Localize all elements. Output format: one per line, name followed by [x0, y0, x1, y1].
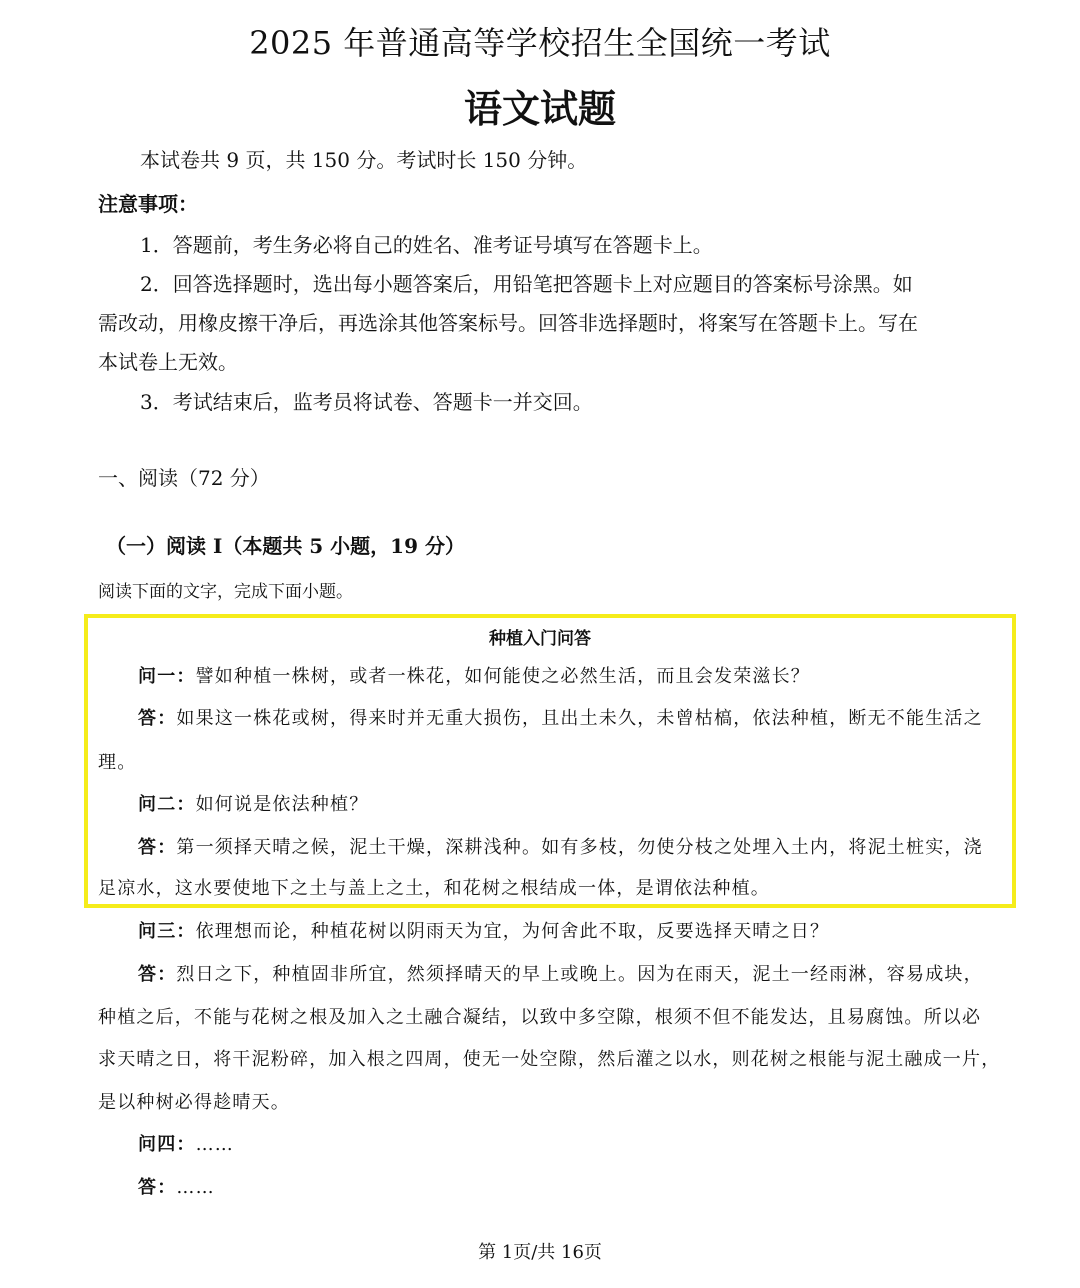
question-3-text: 依理想而论，种植花树以阴雨天为宜，为何舍此不取，反要选择天晴之日？ [195, 921, 830, 942]
section-sub-heading: （一）阅读 Ⅰ（本题共 5 小题，19 分） [106, 534, 465, 558]
answer-3-line-2: 种植之后，不能与花树之根及加入之土融合凝结，以致中多空隙，根须不但不能发达，且易腐蚀。所以必 [98, 1007, 982, 1028]
answer-3-line-4: 是以种树必得趁晴天。 [98, 1092, 290, 1113]
section-instruction: 阅读下面的文字，完成下面小题。 [98, 582, 353, 602]
answer-4-label: 答： [138, 1177, 177, 1198]
answer-1-text-1: 如果这一株花或树，得来时并无重大损伤，且出土未久，未曾枯槁，依法种植，断无不能生活之 [176, 708, 983, 729]
answer-1-line-1 [138, 706, 983, 732]
answer-1-line-2: 理。 [98, 752, 137, 773]
question-1-label: 问一： [138, 666, 196, 687]
intro-text: 本试卷共 9 页，共 150 分。考试时长 150 分钟。 [140, 148, 588, 172]
question-2-text: 如何说是依法种植？ [195, 794, 369, 815]
answer-3-line-1 [138, 962, 983, 988]
notice-item-3: 3．考试结束后，监考员将试卷、答题卡一并交回。 [140, 390, 593, 414]
answer-2-text-1: 第一须择天晴之候，泥土干燥，深耕浅种。如有多枝，勿使分枝之处埋入土内，将泥土桩实，浇 [176, 837, 983, 858]
answer-2-line-1 [138, 835, 983, 861]
answer-1-label: 答： [138, 708, 177, 729]
question-4-label: 问四： [138, 1134, 196, 1155]
question-3-label: 问三： [138, 921, 196, 942]
highlight-box [84, 614, 1016, 908]
question-2 [138, 792, 368, 818]
notice-item-2-line-2: 需改动，用橡皮擦干净后，再选涂其他答案标号。回答非选择题时，将案写在答题卡上。写在 [98, 311, 918, 335]
notice-item-2-line-3: 本试卷上无效。 [98, 350, 238, 374]
reading-title: 种植入门问答 [489, 629, 591, 649]
section-heading: 一、阅读（72 分） [98, 466, 270, 490]
exam-title: 2025 年普通高等学校招生全国统一考试 [249, 24, 831, 62]
question-3 [138, 919, 829, 945]
notice-item-2-line-1: 2．回答选择题时，选出每小题答案后，用铅笔把答题卡上对应题目的答案标号涂黑。如 [140, 272, 913, 296]
question-1 [138, 664, 810, 690]
answer-4 [138, 1175, 215, 1201]
answer-2-label: 答： [138, 837, 177, 858]
answer-4-text: …… [176, 1177, 215, 1198]
question-2-label: 问二： [138, 794, 196, 815]
page-footer: 第 1页/共 16页 [478, 1242, 602, 1263]
answer-3-label: 答： [138, 964, 177, 985]
notice-heading: 注意事项： [98, 192, 198, 216]
question-4-text: …… [195, 1134, 235, 1155]
answer-3-line-3: 求天晴之日，将干泥粉碎，加入根之四周，使无一处空隙，然后灌之以水，则花树之根能与泥土融成一片， [98, 1049, 1001, 1070]
answer-3-text-1: 烈日之下，种植固非所宜，然须择晴天的早上或晚上。因为在雨天，泥土一经雨淋，容易成块， [176, 964, 983, 985]
subject-title: 语文试题 [463, 86, 616, 131]
notice-item-1: 1．答题前，考生务必将自己的姓名、准考证号填写在答题卡上。 [140, 233, 713, 257]
question-4 [138, 1132, 234, 1158]
question-1-text: 譬如种植一株树，或者一株花，如何能使之必然生活，而且会发荣滋长？ [195, 666, 811, 687]
answer-2-line-2: 足凉水，这水要使地下之土与盖上之土，和花树之根结成一体，是谓依法种植。 [98, 878, 770, 899]
